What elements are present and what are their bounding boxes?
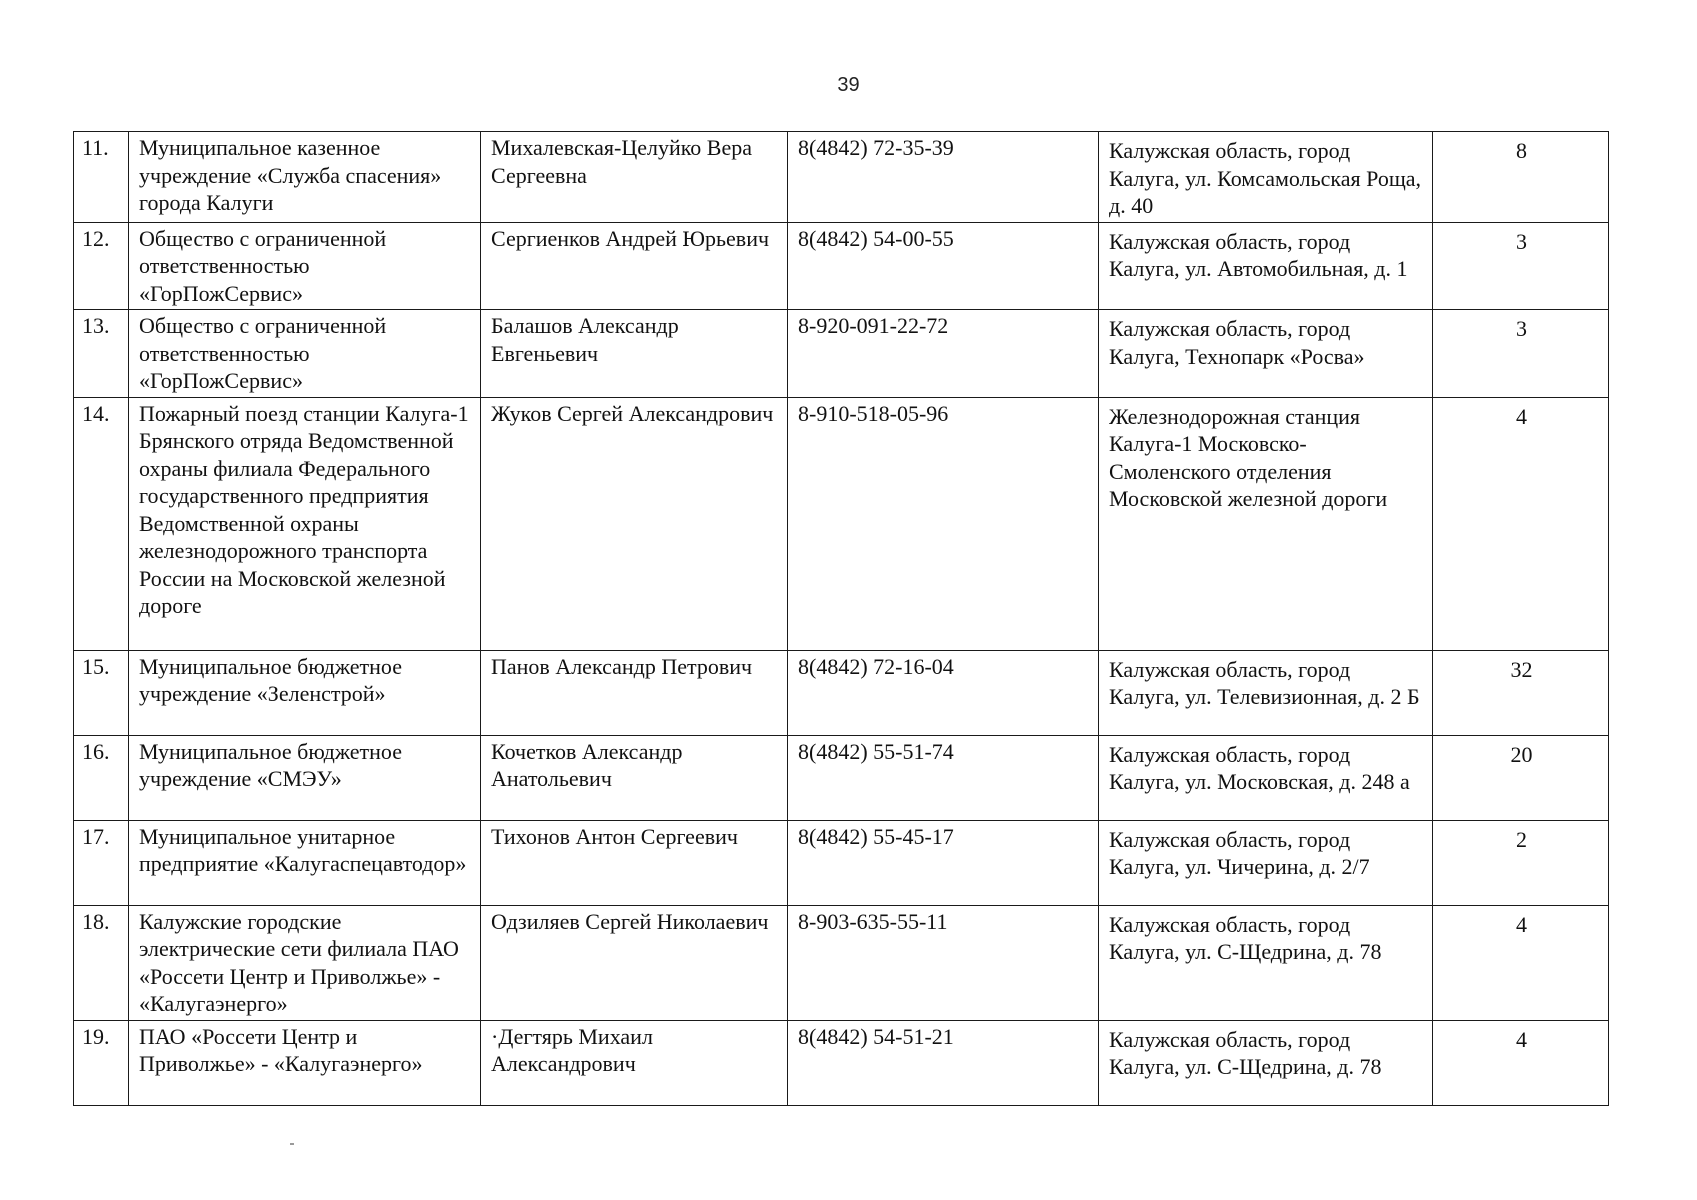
phone-number: 8(4842) 72-16-04 [788,650,1099,735]
address: Калужская область, город Калуга, ул. Телевизионная, д. 2 Б [1099,650,1433,735]
row-number: 13. [74,310,129,398]
phone-number: 8-910-518-05-96 [788,397,1099,650]
table-row [74,132,1609,223]
head-name: Одзиляев Сергей Николаевич [481,905,788,1020]
organization-name: Общество с ограниченной ответственностью «ГорПожСервис» [129,310,481,398]
phone-number: 8(4842) 55-45-17 [788,820,1099,905]
staff-count: 20 [1433,735,1609,820]
row-number: 11. [74,132,129,223]
staff-count: 2 [1433,820,1609,905]
row-number: 18. [74,905,129,1020]
row-number: 14. [74,397,129,650]
address: Калужская область, город Калуга, ул. С-Щедрина, д. 78 [1099,1020,1433,1105]
address: Калужская область, город Калуга, ул. Московская, д. 248 а [1099,735,1433,820]
table-row [74,820,1609,905]
head-name: Тихонов Антон Сергеевич [481,820,788,905]
organization-name: Муниципальное унитарное предприятие «Калугаспецавтодор» [129,820,481,905]
organization-name: Муниципальное казенное учреждение «Служба спасения» города Калуги [129,132,481,223]
organization-name: Муниципальное бюджетное учреждение «СМЭУ» [129,735,481,820]
row-number: 15. [74,650,129,735]
address: Калужская область, город Калуга, Технопарк «Росва» [1099,310,1433,398]
table-row [74,1020,1609,1105]
address: Калужская область, город Калуга, ул. Автомобильная, д. 1 [1099,222,1433,310]
phone-number: 8(4842) 55-51-74 [788,735,1099,820]
staff-count: 3 [1433,222,1609,310]
table-row [74,310,1609,398]
head-name: Балашов Александр Евгеньевич [481,310,788,398]
organizations-table [73,131,1609,1106]
organization-name: Муниципальное бюджетное учреждение «Зеленстрой» [129,650,481,735]
row-number: 16. [74,735,129,820]
table-row [74,397,1609,650]
staff-count: 3 [1433,310,1609,398]
head-name: Жуков Сергей Александрович [481,397,788,650]
row-number: 12. [74,222,129,310]
head-name: ·Дегтярь Михаил Александрович [481,1020,788,1105]
organization-name: Общество с ограниченной ответственностью «ГорПожСервис» [129,222,481,310]
address: Калужская область, город Калуга, ул. С-Щедрина, д. 78 [1099,905,1433,1020]
phone-number: 8-903-635-55-11 [788,905,1099,1020]
address: Калужская область, город Калуга, ул. Чичерина, д. 2/7 [1099,820,1433,905]
table-row [74,650,1609,735]
head-name: Кочетков Александр Анатольевич [481,735,788,820]
table-row [74,222,1609,310]
row-number: 19. [74,1020,129,1105]
staff-count: 4 [1433,397,1609,650]
phone-number: 8(4842) 72-35-39 [788,132,1099,223]
phone-number: 8-920-091-22-72 [788,310,1099,398]
table-row [74,905,1609,1020]
phone-number: 8(4842) 54-51-21 [788,1020,1099,1105]
page-number: 39 [837,74,860,96]
scan-speck [290,1143,294,1145]
row-number: 17. [74,820,129,905]
phone-number: 8(4842) 54-00-55 [788,222,1099,310]
head-name: Панов Александр Петрович [481,650,788,735]
address: Калужская область, город Калуга, ул. Комсамольская Роща, д. 40 [1099,132,1433,223]
address: Железнодорожная станция Калуга-1 Московско-Смоленского отделения Московской железной дороги [1099,397,1433,650]
organization-name: Калужские городские электрические сети филиала ПАО «Россети Центр и Приволжье» - «Калугаэнерго» [129,905,481,1020]
organization-name: Пожарный поезд станции Калуга-1 Брянского отряда Ведомственной охраны филиала Федерального государственного предприятия Ведомственной охраны железнодорожного транспорта России на Московской железной дороге [129,397,481,650]
staff-count: 4 [1433,1020,1609,1105]
staff-count: 8 [1433,132,1609,223]
head-name: Сергиенков Андрей Юрьевич [481,222,788,310]
organization-name: ПАО «Россети Центр и Приволжье» - «Калугаэнерго» [129,1020,481,1105]
staff-count: 32 [1433,650,1609,735]
staff-count: 4 [1433,905,1609,1020]
head-name: Михалевская-Целуйко Вера Сергеевна [481,132,788,223]
table-row [74,735,1609,820]
